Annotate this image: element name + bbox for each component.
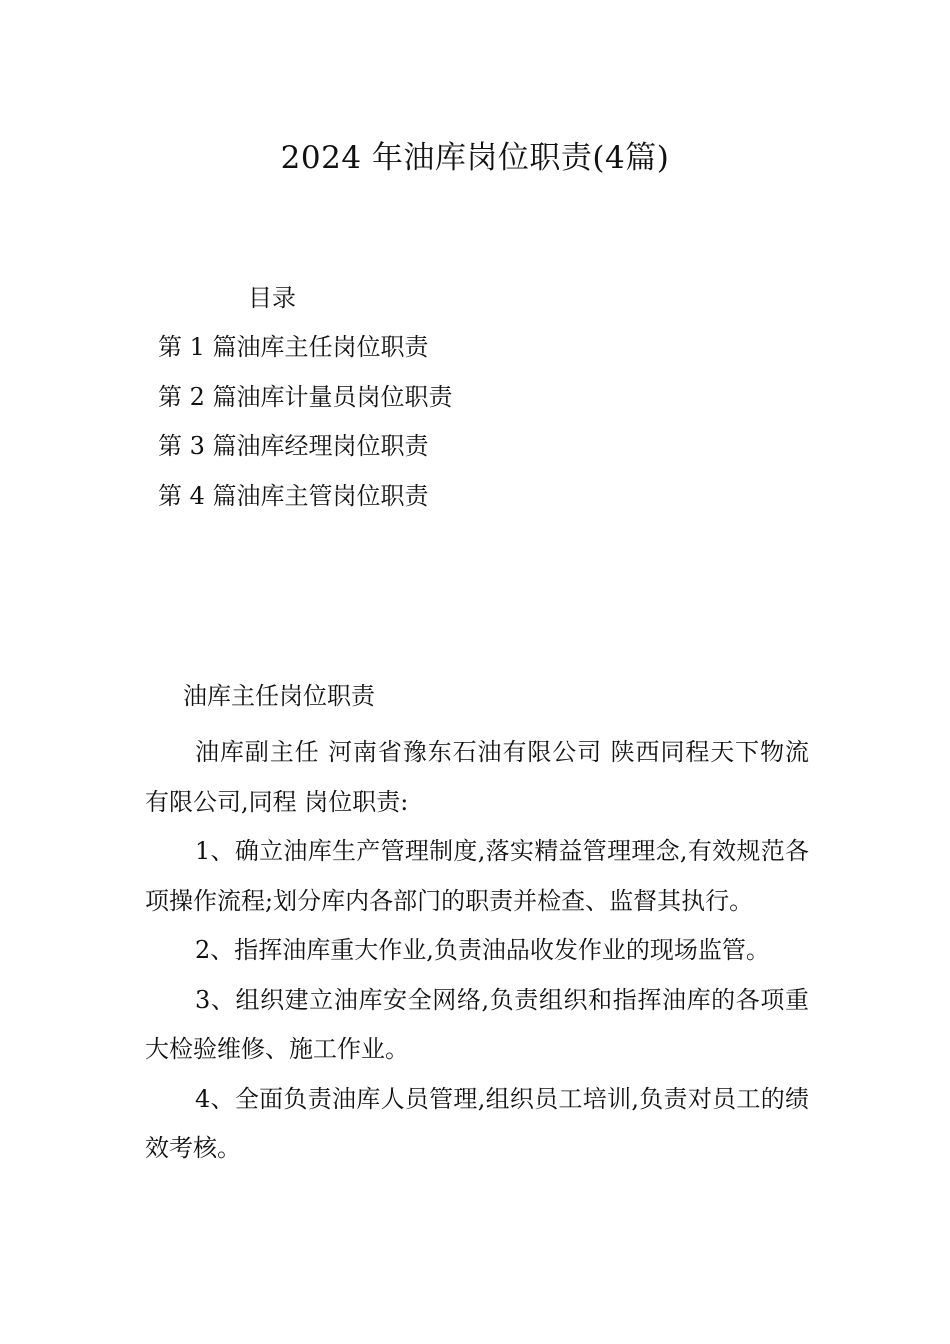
toc-heading: 目录	[248, 284, 296, 312]
toc-item-2: 第 2 篇油库计量员岗位职责	[158, 382, 453, 411]
document-title: 2024 年油库岗位职责(4篇)	[280, 140, 670, 176]
paragraph-duty-1: 1、确立油库生产管理制度,落实精益管理理念,有效规范各项操作流程;划分库内各部门的职责并检查、监督其执行。	[145, 837, 809, 915]
paragraph-duty-4: 4、全面负责油库人员管理,组织员工培训,负责对员工的绩效考核。	[145, 1084, 809, 1162]
toc-list	[158, 331, 453, 529]
toc-item-1: 第 1 篇油库主任岗位职责	[158, 333, 429, 361]
paragraph-duty-2: 2、指挥油库重大作业,负责油品收发作业的现场监管。	[195, 936, 770, 964]
toc-item-4: 第 4 篇油库主管岗位职责	[158, 481, 429, 510]
paragraph-duty-3: 3、组织建立油库安全网络,负责组织和指挥油库的各项重大检验维修、施工作业。	[145, 985, 809, 1063]
section-heading: 油库主任岗位职责	[183, 682, 375, 710]
paragraph-intro: 油库副主任 河南省豫东石油有限公司 陕西同程天下物流有限公司,同程 岗位职责:	[145, 738, 809, 816]
section-body	[145, 728, 809, 1174]
toc-item-3: 第 3 篇油库经理岗位职责	[158, 432, 429, 460]
